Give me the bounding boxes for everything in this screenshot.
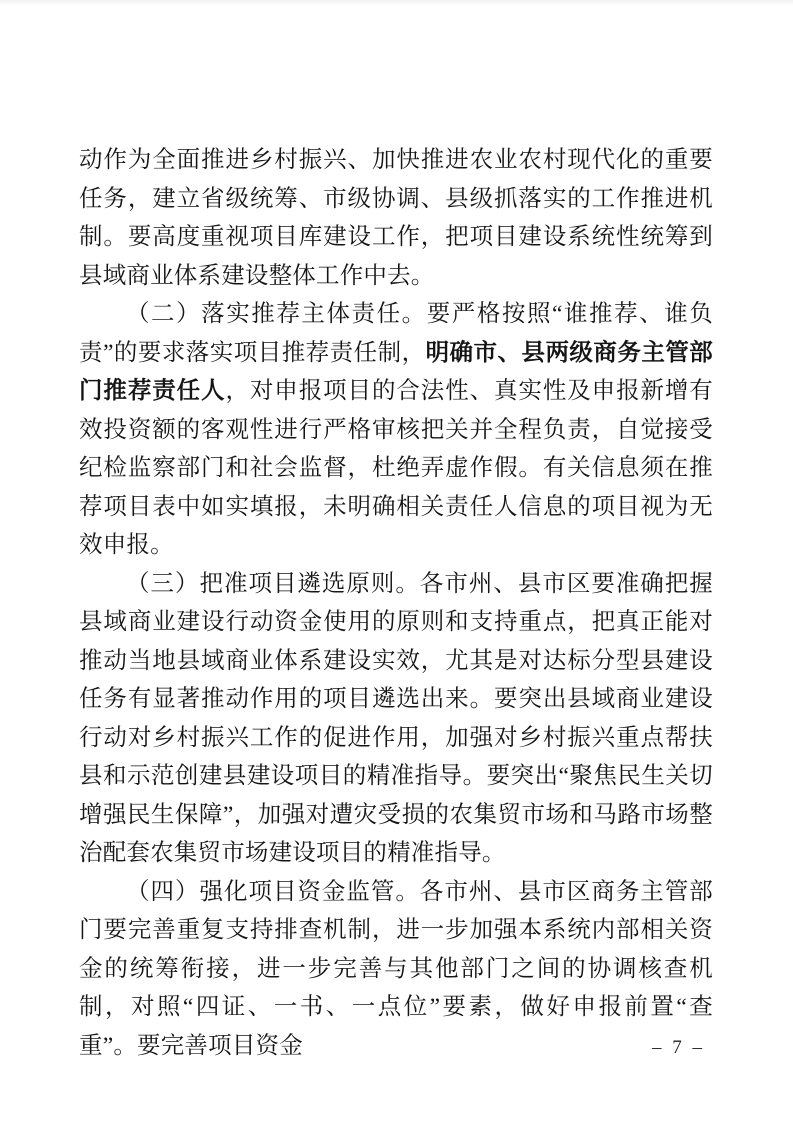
text-run: （三）把准项目遴选原则。各市州、县市区要准确把握县域商业建设行动资金使用的原则和支持重点，把真正能对推动当地县域商业体系建设实效，尤其是对达标分型县建设任务有显著推动作用的项目遴选出来。要突出县域商业建设行动对乡村振兴工作的促进作用，加强对乡村振兴重点帮扶县和示范创建县建设项目的精准指导。要突出“聚焦民生关切 增强民生保障”，加强对遭灾受损的农集贸市场和马路市场整治配套农集贸市场建设项目的精准指导。: [79, 570, 713, 866]
paragraph: [79, 141, 713, 295]
paragraph: [79, 873, 713, 1066]
text-run: ，对申报项目的合法性、真实性及申报新增有效投资额的客观性进行严格审核把关并全程负责，自觉接受纪检监察部门和社会监督，杜绝弄虚作假。有关信息须在推荐项目表中如实填报，未明确相关责任人信息的项目视为无效申报。: [79, 378, 714, 558]
document-body: [79, 141, 713, 1065]
text-run: 动作为全面推进乡村振兴、加快推进农业农村现代化的重要任务，建立省级统筹、市级协调、县级抓落实的工作推进机制。要高度重视项目库建设工作，把项目建设系统性统筹到县域商业体系建设整体工作中去。: [79, 147, 713, 289]
emphasis-run: 明确市、县两级商务主管部门推荐责任人: [79, 339, 713, 404]
page-number: – 7 –: [652, 1037, 705, 1058]
paragraph: [79, 295, 713, 565]
paragraph: [79, 565, 713, 873]
text-run: （二）落实推荐主体责任。要严格按照“谁推荐、谁负责”的要求落实项目推荐责任制，: [79, 301, 713, 366]
text-run: （四）强化项目资金监管。各市州、县市区商务主管部门要完善重复支持排查机制，进一步加强本系统内部相关资金的统筹衔接，进一步完善与其他部门之间的协调核查机制，对照“四证、一书、一点位”要素，做好申报前置“查重”。要完善项目资金: [79, 878, 713, 1059]
